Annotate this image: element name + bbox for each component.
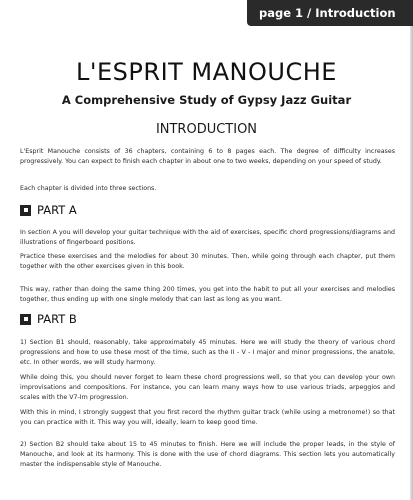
part-b-heading-text: PART B bbox=[37, 312, 77, 326]
square-bullet-icon bbox=[20, 205, 31, 216]
introduction-heading: INTRODUCTION bbox=[155, 122, 258, 137]
document-title: L'ESPRIT MANOUCHE bbox=[76, 58, 337, 86]
part-a-paragraph-2: Practice these exercises and the melodies for about 30 minutes. Then, while going through each chapter, put them together with the other exercises given in this book. bbox=[20, 253, 395, 270]
document-subtitle: A Comprehensive Study of Gypsy Jazz Guitar bbox=[61, 93, 352, 107]
part-a-paragraph-3: This way, rather than doing the same thing 200 times, you get into the habit to put all your exercises and melodies together, thus ending up with one single melody that can last as long as you want. bbox=[20, 286, 395, 303]
part-a-paragraph-1: In section A you will develop your guitar technique with the aid of exercises, specific chord progressions/diagrams and illustrations of fingerboard positions. bbox=[20, 229, 395, 246]
part-a-heading bbox=[20, 202, 77, 218]
intro-paragraph-2: Each chapter is divided into three sections. bbox=[20, 185, 157, 192]
part-a-heading-text: PART A bbox=[37, 203, 77, 217]
part-b-paragraph-1: 1) Section B1 should, reasonably, take approximately 45 minutes. Here we will study the theory of various chord progressions and how to use these most of the time, such as the II - V - I major and minor progressions, the anatole, etc. In other words, we will study harmony. bbox=[20, 339, 395, 366]
part-b-paragraph-3: With this in mind, I strongly suggest that you first record the rhythm guitar track (while using a metronome!) so that you can practice with it. This way you will, ideally, learn to keep good time. bbox=[20, 409, 395, 426]
part-b-heading bbox=[20, 311, 77, 327]
part-b-paragraph-4: 2) Section B2 should take about 15 to 45 minutes to finish. Here we will include the proper leads, in the style of Manouche, and look at its harmony. This is done with the use of chord diagrams. This section lets you automatically master the indispensable style of Manouche. bbox=[20, 441, 395, 468]
part-b-paragraph-2: While doing this, you should never forget to learn these chord progressions well, so that you can develop your own improvisations and compositions. For instance, you can learn many ways how to use various triads, arpeggios and scales with the V7-Im progression. bbox=[20, 374, 395, 401]
square-bullet-icon bbox=[20, 314, 31, 325]
intro-paragraph-1: L'Esprit Manouche consists of 36 chapters, containing 6 to 8 pages each. The degree of difficulty increases progressively. You can expect to finish each chapter in about one to two weeks, depending on your speed of study. bbox=[20, 148, 395, 165]
page-indicator-tab: page 1 / Introduction bbox=[247, 0, 413, 26]
